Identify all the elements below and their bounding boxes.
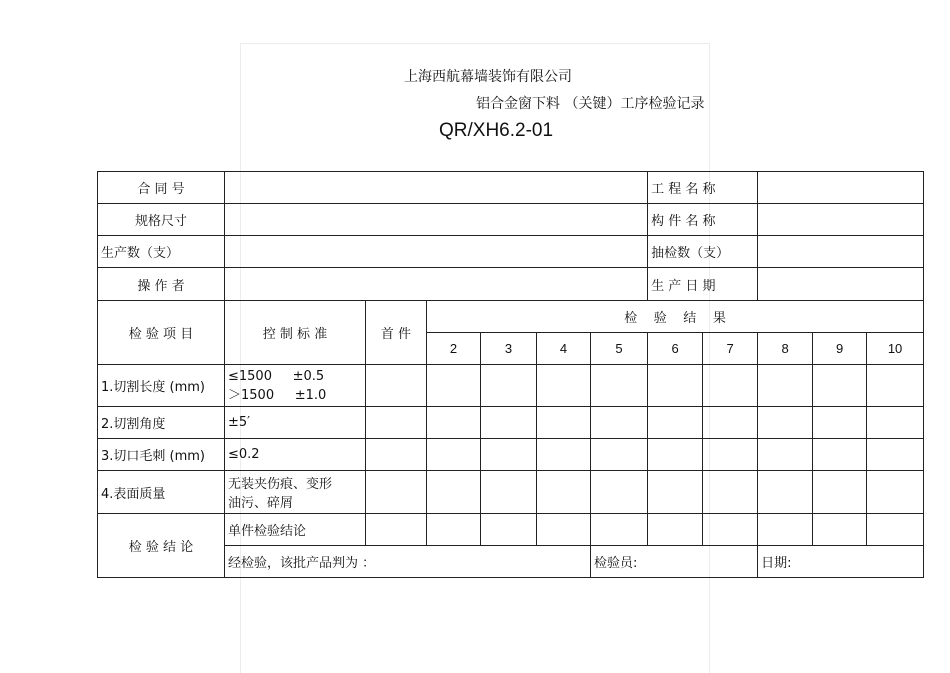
info-row <box>98 268 924 300</box>
result-conclusion-cell[interactable] <box>758 513 813 545</box>
inspection-row <box>98 364 924 406</box>
component-name-field[interactable] <box>758 204 924 236</box>
result-cell[interactable] <box>867 439 924 471</box>
info-row <box>98 172 924 204</box>
result-conclusion-cell[interactable] <box>813 513 867 545</box>
result-cell[interactable] <box>481 407 537 439</box>
result-cell[interactable] <box>648 364 703 406</box>
result-cell[interactable] <box>648 407 703 439</box>
result-cell[interactable] <box>481 364 537 406</box>
inspection-row <box>98 407 924 439</box>
result-cell[interactable] <box>427 364 481 406</box>
result-cell[interactable] <box>537 471 591 513</box>
result-conclusion-cell[interactable] <box>481 513 537 545</box>
result-cell[interactable] <box>648 471 703 513</box>
result-cell[interactable] <box>481 471 537 513</box>
result-cell[interactable] <box>537 439 591 471</box>
contract-no-field[interactable] <box>225 172 648 204</box>
inspection-item: 1.切割长度 (mm) <box>98 364 225 406</box>
result-conclusion-cell[interactable] <box>703 513 758 545</box>
info-row <box>98 204 924 236</box>
conclusion-row <box>98 513 924 545</box>
result-column-header: 2 <box>427 332 481 364</box>
result-column-header: 9 <box>813 332 867 364</box>
standard-line: 油污、碎屑 <box>228 496 294 512</box>
result-column-header: 3 <box>481 332 537 364</box>
result-column-header: 7 <box>703 332 758 364</box>
sample-qty-label: 抽检数（支） <box>648 236 758 268</box>
operator-label: 操 作 者 <box>98 268 225 300</box>
first-piece-cell[interactable] <box>366 407 427 439</box>
result-cell[interactable] <box>758 471 813 513</box>
production-date-field[interactable] <box>758 268 924 300</box>
result-cell[interactable] <box>813 471 867 513</box>
inspection-header-row <box>98 300 924 332</box>
result-cell[interactable] <box>537 407 591 439</box>
result-conclusion-cell[interactable] <box>427 513 481 545</box>
result-conclusion-cell[interactable] <box>591 513 648 545</box>
result-conclusion-cell[interactable] <box>867 513 924 545</box>
result-cell[interactable] <box>758 364 813 406</box>
result-header: 检 验 结 果 <box>427 300 924 332</box>
production-date-label: 生 产 日 期 <box>648 268 758 300</box>
inspection-row <box>98 439 924 471</box>
contract-no-label: 合 同 号 <box>98 172 225 204</box>
first-piece-header: 首 件 <box>366 300 427 364</box>
result-cell[interactable] <box>813 364 867 406</box>
spec-size-field[interactable] <box>225 204 648 236</box>
first-piece-cell[interactable] <box>366 471 427 513</box>
single-piece-conclusion-label: 单件检验结论 <box>225 513 366 545</box>
control-standard: ±5′ <box>225 407 366 439</box>
standard-line: 无装夹伤痕、变形 <box>228 477 333 493</box>
info-row <box>98 236 924 268</box>
result-cell[interactable] <box>591 407 648 439</box>
operator-field[interactable] <box>225 268 648 300</box>
result-cell[interactable] <box>813 407 867 439</box>
result-cell[interactable] <box>703 364 758 406</box>
first-piece-cell[interactable] <box>366 439 427 471</box>
inspection-item: 3.切口毛刺 (mm) <box>98 439 225 471</box>
project-name-field[interactable] <box>758 172 924 204</box>
production-qty-field[interactable] <box>225 236 648 268</box>
result-cell[interactable] <box>703 439 758 471</box>
result-cell[interactable] <box>703 407 758 439</box>
result-cell[interactable] <box>867 407 924 439</box>
document-number: QR/XH6.2-01 <box>439 120 554 141</box>
standard-line: ≤1500 ±0.5 <box>228 368 325 384</box>
result-cell[interactable] <box>648 439 703 471</box>
result-cell[interactable] <box>758 407 813 439</box>
item-header: 检 验 项 目 <box>98 300 225 364</box>
date-label: 日期: <box>758 545 924 577</box>
standard-line: ＞1500 ±1.0 <box>228 387 327 403</box>
inspection-item: 2.切割角度 <box>98 407 225 439</box>
result-column-header: 5 <box>591 332 648 364</box>
result-conclusion-cell[interactable] <box>537 513 591 545</box>
result-cell[interactable] <box>703 471 758 513</box>
conclusion-label: 检 验 结 论 <box>98 513 225 577</box>
result-cell[interactable] <box>813 439 867 471</box>
result-conclusion-cell[interactable] <box>648 513 703 545</box>
inspection-item: 4.表面质量 <box>98 471 225 513</box>
project-name-label: 工 程 名 称 <box>648 172 758 204</box>
standard-header: 控 制 标 准 <box>225 300 366 364</box>
inspection-record-table <box>97 171 924 578</box>
first-piece-conclusion-cell[interactable] <box>366 513 427 545</box>
result-cell[interactable] <box>867 364 924 406</box>
inspector-label: 检验员: <box>591 545 758 577</box>
sample-qty-field[interactable] <box>758 236 924 268</box>
control-standard: ≤0.2 <box>225 439 366 471</box>
spec-size-label: 规格尺寸 <box>98 204 225 236</box>
result-cell[interactable] <box>427 439 481 471</box>
production-qty-label: 生产数（支） <box>98 236 225 268</box>
first-piece-cell[interactable] <box>366 364 427 406</box>
result-column-header: 6 <box>648 332 703 364</box>
control-standard <box>225 471 366 513</box>
component-name-label: 构 件 名 称 <box>648 204 758 236</box>
company-name: 上海西航幕墙装饰有限公司 <box>404 69 572 85</box>
result-cell[interactable] <box>427 471 481 513</box>
result-cell[interactable] <box>537 364 591 406</box>
inspection-row <box>98 471 924 513</box>
result-cell[interactable] <box>867 471 924 513</box>
result-cell[interactable] <box>481 439 537 471</box>
result-cell[interactable] <box>758 439 813 471</box>
result-cell[interactable] <box>591 364 648 406</box>
result-column-header: 4 <box>537 332 591 364</box>
result-column-header: 8 <box>758 332 813 364</box>
result-cell[interactable] <box>427 407 481 439</box>
result-cell[interactable] <box>591 471 648 513</box>
control-standard <box>225 364 366 406</box>
result-cell[interactable] <box>591 439 648 471</box>
result-column-header: 10 <box>867 332 924 364</box>
batch-statement: 经检验，该批产品判为 ： <box>225 545 591 577</box>
form-title: 铝合金窗下料 （关键）工序检验记录 <box>476 96 705 112</box>
